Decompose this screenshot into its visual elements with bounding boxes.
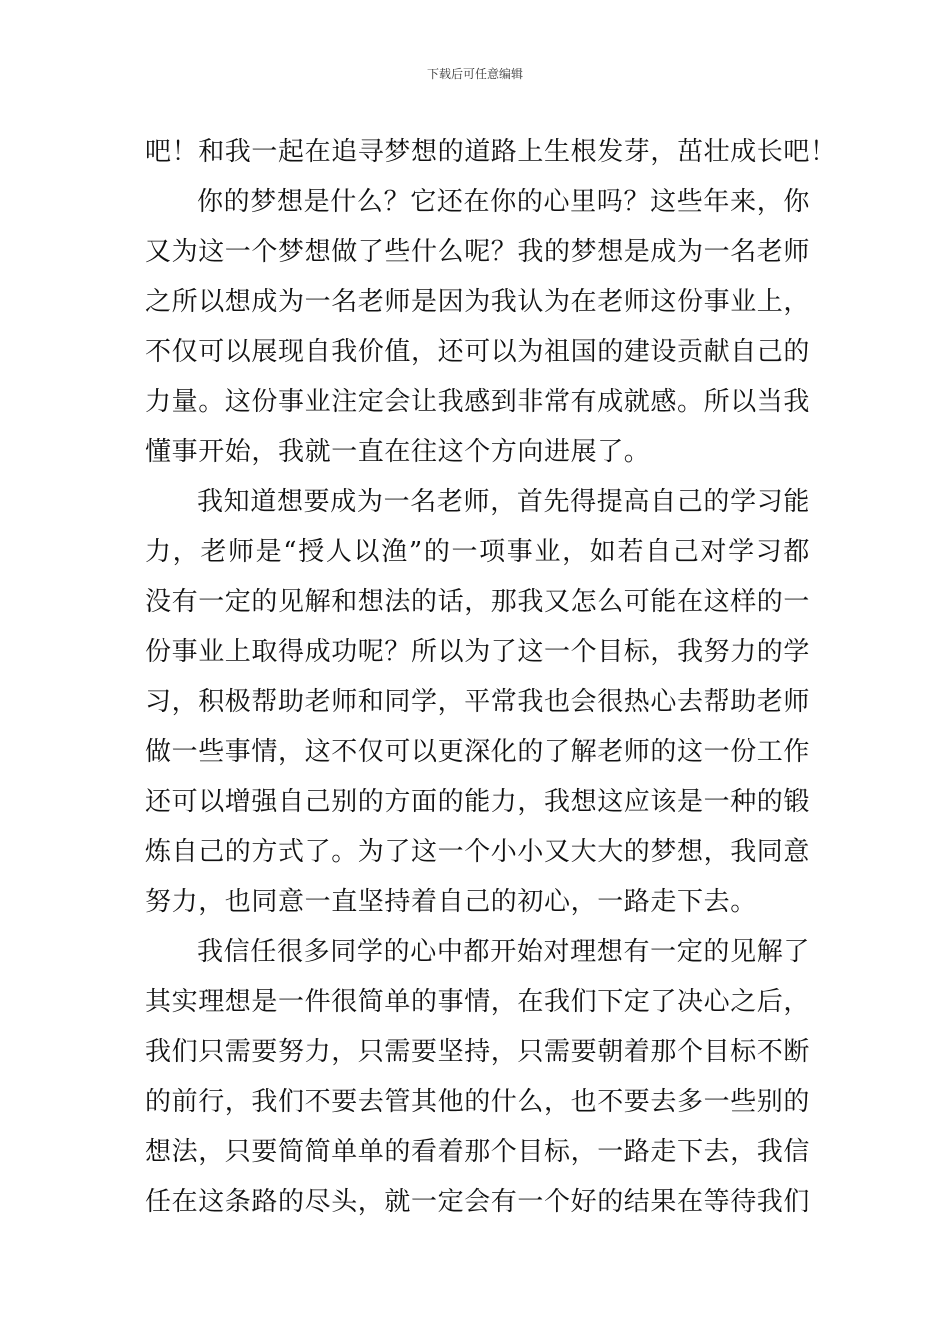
body-text: [145, 127, 837, 1227]
text-line: 力，老师是“授人以渔”的一项事业，如若自己对学习都: [145, 537, 810, 567]
text-line: 没有一定的见解和想法的话，那我又怎么可能在这样的一: [145, 587, 811, 617]
text-line: 炼自己的方式了。为了这一个小小又大大的梦想，我同意: [145, 837, 811, 867]
text-line: 想法，只要简简单单的看着那个目标，一路走下去，我信: [145, 1137, 811, 1167]
paragraph-first-line: 我信任很多同学的心中都开始对理想有一定的见解了: [197, 937, 810, 967]
text-line: 不仅可以展现自我价值，还可以为祖国的建设贡献自己的: [145, 337, 811, 367]
paragraph-last-line: 努力，也同意一直坚持着自己的初心，一路走下去。: [145, 887, 757, 917]
text-line: 吧！和我一起在追寻梦想的道路上生根发芽，茁壮成长吧！: [145, 137, 837, 167]
paragraph-first-line: 你的梦想是什么？它还在你的心里吗？这些年来，你: [197, 187, 810, 217]
text-line: 习，积极帮助老师和同学，平常我也会很热心去帮助老师: [145, 687, 811, 717]
text-line: 之所以想成为一名老师是因为我认为在老师这份事业上，: [145, 287, 811, 317]
page-header: 下载后可任意编辑: [426, 67, 523, 81]
text-line: 其实理想是一件很简单的事情，在我们下定了决心之后，: [145, 987, 811, 1017]
text-line: 我们只需要努力，只需要坚持，只需要朝着那个目标不断: [145, 1037, 811, 1067]
text-line: 份事业上取得成功呢？所以为了这一个目标，我努力的学: [145, 637, 811, 667]
text-line: 任在这条路的尽头，就一定会有一个好的结果在等待我们: [145, 1187, 811, 1217]
paragraph-last-line: 懂事开始，我就一直在往这个方向进展了。: [145, 437, 651, 467]
text-line: 力量。这份事业注定会让我感到非常有成就感。所以当我: [145, 387, 811, 417]
paragraph-first-line: 我知道想要成为一名老师，首先得提高自己的学习能: [197, 487, 810, 517]
text-line: 做一些事情，这不仅可以更深化的了解老师的这一份工作: [145, 737, 811, 767]
text-line: 还可以增强自己别的方面的能力，我想这应该是一种的锻: [145, 787, 811, 817]
text-line: 又为这一个梦想做了些什么呢？我的梦想是成为一名老师: [145, 237, 811, 267]
text-line: 的前行，我们不要去管其他的什么，也不要去多一些别的: [145, 1087, 811, 1117]
